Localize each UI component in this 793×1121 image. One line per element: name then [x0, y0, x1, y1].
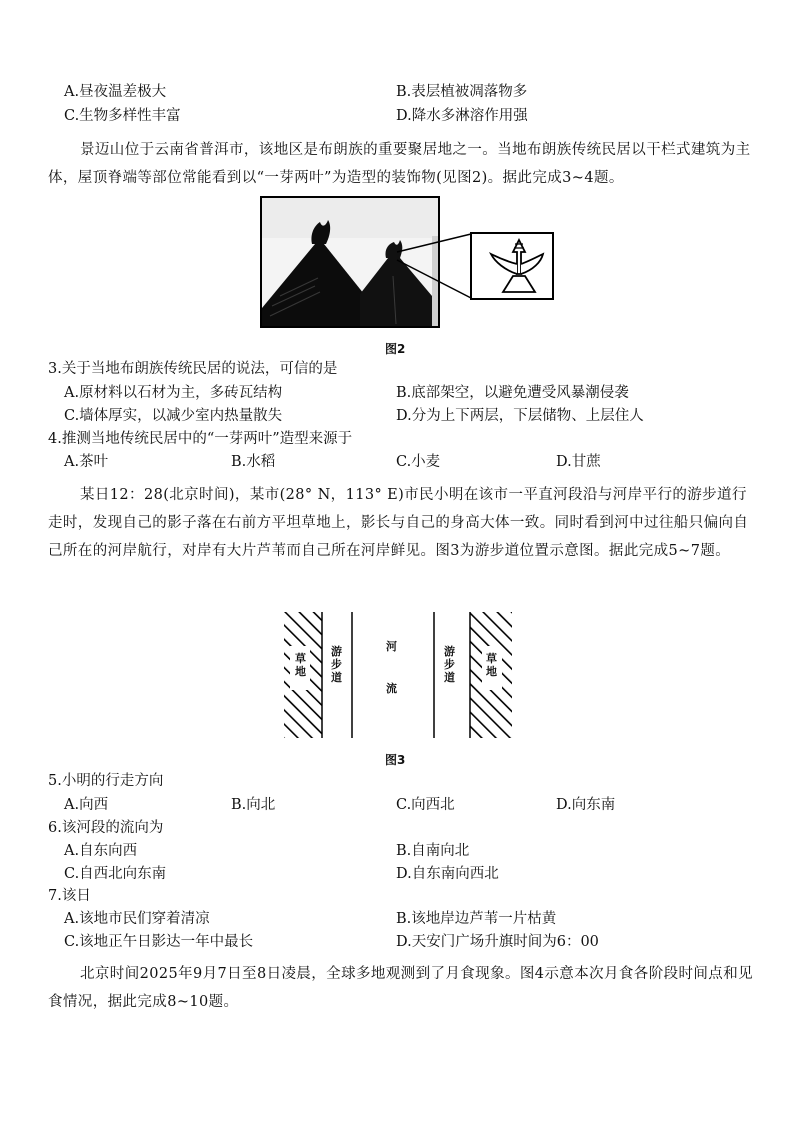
q2-option-d: D.降水多淋溶作用强 — [396, 108, 528, 124]
q3-option-b: B.底部架空，以避免遭受风暴潮侵袭 — [396, 385, 629, 401]
fig3-left-grass-label: 草地 — [295, 652, 306, 678]
q5-stem: 5.小明的行走方向 — [48, 773, 164, 789]
q3-option-d: D.分为上下两层，下层储物、上层住人 — [396, 408, 644, 424]
fig3-river-label-bottom: 流 — [386, 682, 397, 695]
q6-option-c: C.自西北向东南 — [64, 866, 167, 882]
q2-option-c: C.生物多样性丰富 — [64, 108, 181, 124]
q3-stem: 3.关于当地布朗族传统民居的说法，可信的是 — [48, 361, 338, 377]
q4-stem: 4.推测当地传统民居中的“一芽两叶”造型来源于 — [48, 431, 353, 447]
q7-option-a: A.该地市民们穿着清凉 — [64, 911, 210, 927]
q7-option-d: D.天安门广场升旗时间为6：00 — [396, 934, 599, 950]
q6-stem: 6.该河段的流向为 — [48, 820, 164, 836]
q4-option-c: C.小麦 — [396, 454, 441, 470]
q5-option-a: A.向西 — [64, 797, 109, 813]
figure-3-caption: 图3 — [385, 753, 406, 767]
q2-option-b: B.表层植被凋落物多 — [396, 84, 528, 100]
figure-2-callout — [395, 230, 565, 302]
q4-option-a: A.茶叶 — [64, 454, 109, 470]
figure-2-caption: 图2 — [385, 342, 406, 356]
q7-stem: 7.该日 — [48, 888, 91, 904]
q5-option-c: C.向西北 — [396, 797, 455, 813]
q2-option-a: A.昼夜温差极大 — [64, 84, 167, 100]
fig3-left-path-label: 游步道 — [331, 645, 342, 684]
figure-3-diagram — [282, 610, 514, 740]
q7-option-b: B.该地岸边芦苇一片枯黄 — [396, 911, 557, 927]
q3-option-a: A.原材料以石材为主，多砖瓦结构 — [64, 385, 283, 401]
q4-option-d: D.甘蔗 — [556, 454, 601, 470]
q7-option-c: C.该地正午日影达一年中最长 — [64, 934, 254, 950]
fig3-right-path-label: 游步道 — [444, 645, 455, 684]
q6-option-b: B.自南向北 — [396, 843, 470, 859]
q6-option-a: A.自东向西 — [64, 843, 138, 859]
intro-3-4: 景迈山位于云南省普洱市，该地区是布朗族的重要聚居地之一。当地布朗族传统民居以干栏式建筑为主体，屋顶脊端等部位常能看到以“一芽两叶”为造型的装饰物(见图2)。据此完成3~4题。 — [48, 142, 751, 186]
q5-option-b: B.向北 — [231, 797, 276, 813]
q5-option-d: D.向东南 — [556, 797, 616, 813]
q4-option-b: B.水稻 — [231, 454, 276, 470]
fig3-right-grass-label: 草地 — [486, 652, 497, 678]
fig3-river-label-top: 河 — [386, 640, 397, 653]
intro-5-7: 某日12：28(北京时间)，某市(28° N，113° E)市民小明在该市一平直河段沿与河岸平行的游步道行走时，发现自己的影子落在右前方平坦草地上，影长与自己的身高大体一致。同时看到河中过往船只偏向自己所在的河岸航行，对岸有大片芦苇而自己所在河岸鲜见。图3为游步道位置示意图。据此完成5~7题。 — [48, 487, 749, 559]
q6-option-d: D.自东南向西北 — [396, 866, 499, 882]
intro-8-10: 北京时间2025年9月7日至8日凌晨，全球多地观测到了月食现象。图4示意本次月食各阶段时间点和见食情况，据此完成8~10题。 — [48, 966, 753, 1010]
q3-option-c: C.墙体厚实，以减少室内热量散失 — [64, 408, 283, 424]
